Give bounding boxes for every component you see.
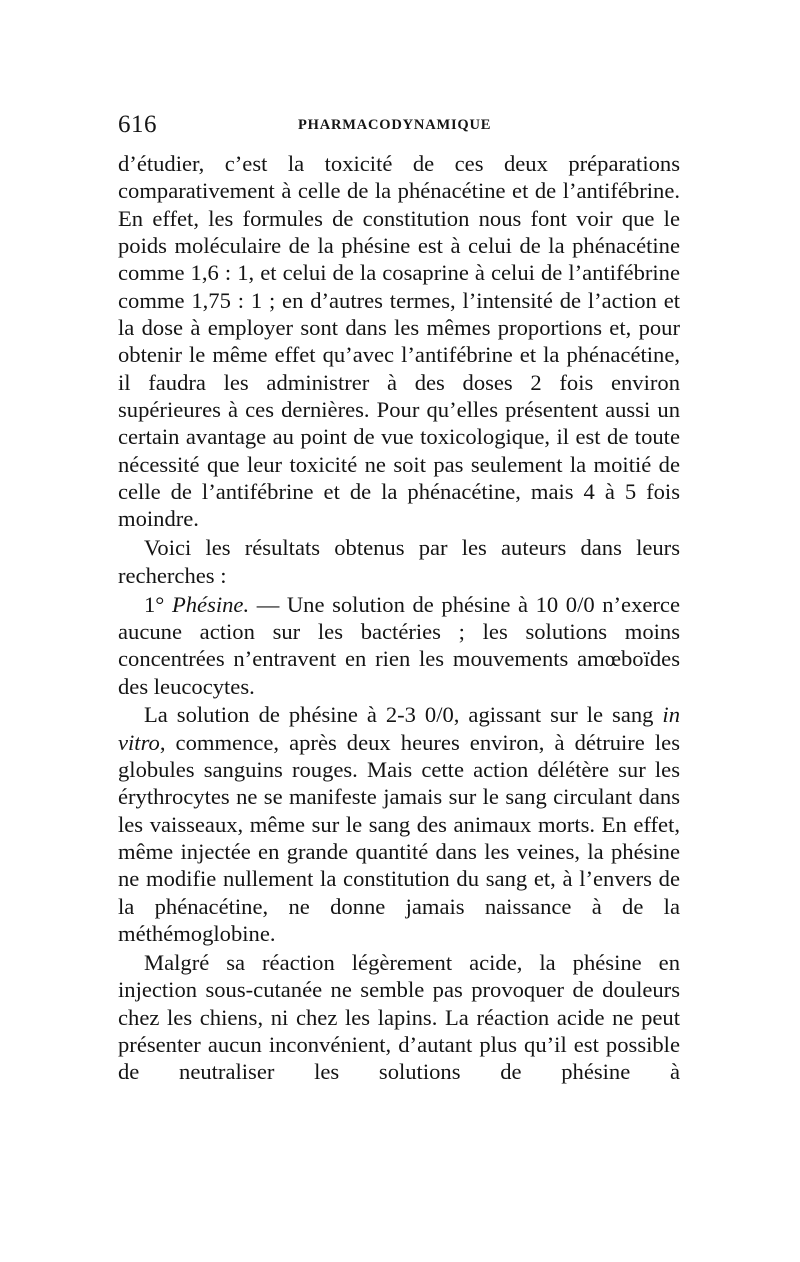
item-text: — Une solution de phésine à 10 0/0 n’exerce aucune action sur les bactéries ; les solutions moins concentrées n’entravent en rien les mouvements amœboïdes des leucocytes. bbox=[118, 591, 680, 699]
running-head bbox=[118, 110, 680, 140]
paragraph-text-rest: , commence, après deux heures environ, à détruire les globules sanguins rouges. Mais cette action délétère sur les érythrocytes ne se manifeste jamais sur le sang circulant dans les vaisseaux, même sur le sang des animaux morts. En effet, même injectée en grande quantité dans les veines, la phésine ne modifie nullement la constitution du sang et, à l’envers de la phénacétine, ne donne jamais naissance à de la méthémoglobine. bbox=[118, 729, 680, 947]
paragraph-blood-action bbox=[118, 701, 680, 947]
running-title: PHARMACODYNAMIQUE bbox=[298, 117, 492, 133]
item-number: 1° bbox=[144, 591, 165, 617]
italic-term: in vitro bbox=[118, 702, 680, 755]
paragraph-results-intro: Voici les résultats obtenus par les auteurs dans leurs recherches : bbox=[118, 535, 680, 588]
paragraph-phesine bbox=[118, 591, 680, 700]
page-number: 616 bbox=[118, 111, 157, 138]
paragraph-toxicity-comparison: d’étudier, c’est la toxicité de ces deux préparations comparativement à celle de la phénacétine et de l’antifébrine. En effet, les formules de constitution nous font voir que le poids moléculaire de la phésine est à celui de la phénacétine comme 1,6 : 1, et celui de la cosaprine à celui de l’antifébrine comme 1,75 : 1 ; en d’autres termes, l’intensité de l’action et la dose à employer sont dans les mêmes proportions et, pour obtenir le même effet qu’avec l’antifébrine et la phénacétine, il faudra les administrer à des doses 2 fois environ supérieures à ces dernières. Pour qu’elles présentent aussi un certain avantage au point de vue toxicologique, il est de toute nécessité que leur toxicité ne soit pas seulement la moitié de celle de l’antifébrine et de la phénacétine, mais 4 à 5 fois moindre. bbox=[118, 151, 680, 532]
body-text bbox=[118, 150, 680, 1086]
paragraph-acid-reaction: Malgré sa réaction légèrement acide, la phésine en injection sous-cutanée ne semble pas provoquer de douleurs chez les chiens, ni chez les lapins. La réaction acide ne peut présenter aucun inconvénient, d’autant plus qu’il est possible de neutraliser les solutions de phésine à bbox=[118, 949, 680, 1085]
paragraph-text-start: La solution de phésine à 2-3 0/0, agissant sur le sang bbox=[144, 702, 663, 728]
item-heading: Phésine. bbox=[171, 591, 250, 617]
